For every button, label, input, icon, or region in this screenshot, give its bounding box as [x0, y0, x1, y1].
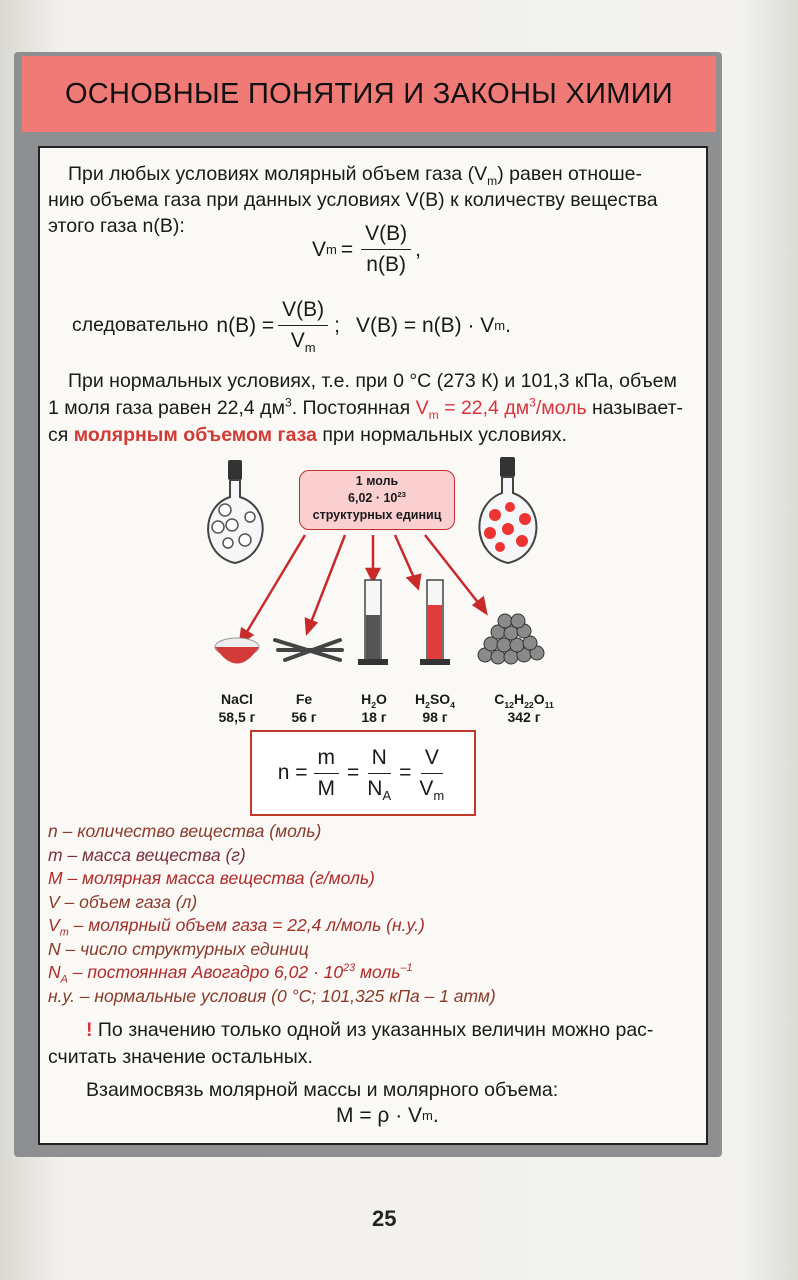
sugar-pile-icon [478, 614, 544, 664]
cylinder-water-icon [358, 580, 388, 665]
legend-item: $N_A$ – постоянная Авогадро $6,02 \cdot 10^{23}$ моль$^{-1}$ [48, 962, 413, 986]
amount-formula: следовательно n(B) = $\frac{V(B)}{V_m}$ ; V(B) = n(B) · V m . [72, 298, 511, 356]
intro-line-1: При любых условиях молярный объем газа $(V_m)$ равен отноше- [68, 163, 642, 188]
salt-bowl-icon [215, 638, 259, 664]
substance-sulfuric-acid: $H_2SO_4$ 98 г [414, 691, 455, 725]
intro-line-2: нию объема газа при данных условиях V(B) к количеству вещества [48, 189, 658, 211]
normal-line-2: 1 моля газа равен 22,4 $дм^3$. Постоянная $V_m = 22,4$ $дм^3$/моль называет- [48, 395, 683, 422]
nails-icon [275, 640, 342, 660]
intro-line-3: этого газа n(B): [48, 215, 185, 237]
cylinder-acid-icon [420, 580, 450, 665]
legend-item: н.у. – нормальные условия (0 °С; 101,325 кПа – 1 атм) [48, 985, 496, 1006]
note-line-1: ! По значению только одной из указанных величин можно рас- [86, 1019, 654, 1041]
relation-line: Взаимосвязь молярной массы и молярного объема: [86, 1079, 559, 1101]
legend-item: $V_m$ – молярный объем газа = 22,4 л/моль (н.у.) [48, 915, 425, 939]
flask-left-icon [208, 460, 263, 563]
note-line-2: считать значение остальных. [48, 1046, 313, 1068]
substance-fe: Fe 56 г [291, 691, 317, 725]
legend-item: М – молярная масса вещества (г/моль) [48, 868, 375, 888]
main-formula-box: n = $\frac{m}{M}$ = $\frac{N}{N_A}$ = $\frac{V}{V_m}$ [250, 730, 476, 816]
substance-sucrose: $C_{12}H_{22}O_{11}$ 342 г [494, 691, 554, 725]
mole-label: 1 моль $6,02 \cdot 10^{23}$ структурных единиц [299, 470, 455, 530]
legend-item: m – масса вещества (г) [48, 844, 246, 865]
arrows [240, 535, 486, 643]
normal-line-3: ся молярным объемом газа при нормальных условиях. [48, 424, 567, 446]
substance-water: $H_2O$ 18 г [361, 691, 387, 725]
page-number: 25 [372, 1206, 397, 1231]
legend-item: n – количество вещества (моль) [48, 821, 322, 841]
substance-nacl: NaCl 58,5 г [218, 691, 256, 725]
flask-right-icon [479, 457, 536, 563]
variables-legend [48, 820, 496, 1008]
legend-item: V – объем газа (л) [48, 891, 198, 912]
legend-item: N – число структурных единиц [48, 938, 309, 959]
normal-line-1: При нормальных условиях, т.е. при 0 °С (273 К) и 101,3 кПа, объем [68, 370, 677, 392]
relation-formula: М = ρ · V m . [336, 1104, 439, 1127]
molar-volume-formula: V m = $\frac{V(B)}{n(B)}$ , [312, 222, 421, 276]
page-title: ОСНОВНЫЕ ПОНЯТИЯ И ЗАКОНЫ ХИМИИ [22, 56, 716, 132]
